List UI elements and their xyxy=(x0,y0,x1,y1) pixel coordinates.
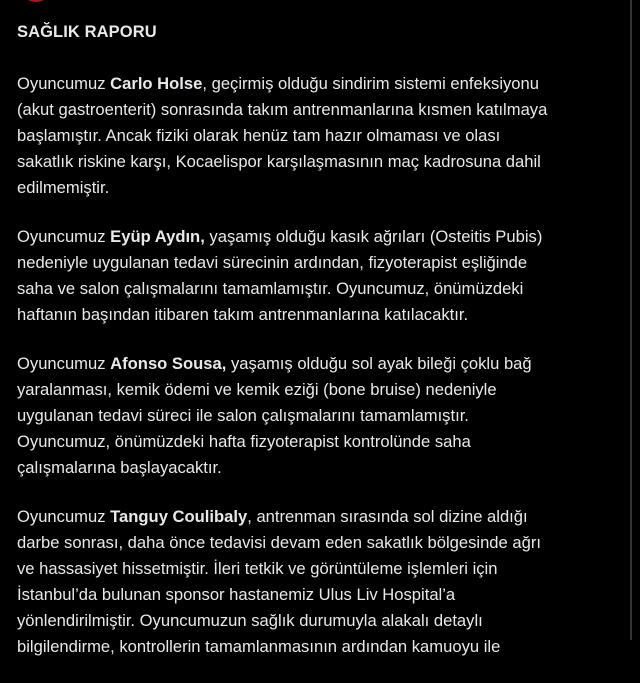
post-title: SAĞLIK RAPORU xyxy=(17,23,157,41)
paragraph-tanguy-coulibaly: Oyuncumuz Tanguy Coulibaly, antrenman sırasında sol dizine aldığı darbe sonrası, daha önce tedavisi devam eden sakatlık bölgesinde ağrı ve hassasiyet hissetmiştir. İleri tetkik ve görüntüleme işlemleri için İstanbul’da bulunan sponsor hastanemiz Ulus Liv Hospital’a yönlendirilmiştir. Oyuncumuzun sağlık durumuyla alakalı detaylı bilgilendirme, kontrollerin tamamlanmasının ardından kamuoyu ile xyxy=(17,507,541,656)
player-name: Afonso Sousa, xyxy=(110,354,227,373)
paragraph-afonso-sousa: Oyuncumuz Afonso Sousa, yaşamış olduğu sol ayak bileği çoklu bağ yaralanması, kemik ödemi ve kemik eziği (bone bruise) nedeniyle uygulanan tedavi süreci ile salon çalışmalarını tamamlamıştır. Oyuncumuz, önümüzdeki hafta fizyoterapist kontrolünde saha çalışmalarına başlayacaktır. xyxy=(17,354,532,477)
column-divider xyxy=(630,0,632,640)
paragraph-carlo-holse: Oyuncumuz Carlo Holse, geçirmiş olduğu sindirim sistemi enfeksiyonu (akut gastroenterit) sonrasında takım antrenmanlarına kısmen katılmaya başlamıştır. Ancak fiziki olarak henüz tam hazır olmaması ve olası sakatlık riskine karşı, Kocaelispor karşılaşmasının maç kadrosuna dahil edilmemiştir. xyxy=(17,74,548,197)
post-body xyxy=(17,19,617,683)
player-name: Tanguy Coulibaly xyxy=(110,507,248,526)
paragraph-eyup-aydin: Oyuncumuz Eyüp Aydın, yaşamış olduğu kasık ağrıları (Osteitis Pubis) nedeniyle uygulanan tedavi sürecinin ardından, fizyoterapist eşliğinde saha ve salon çalışmalarını tamamlamıştır. Oyuncumuz, önümüzdeki haftanın başından itibaren takım antrenmanlarına katılacaktır. xyxy=(17,227,543,324)
player-name: Carlo Holse xyxy=(110,74,203,93)
club-avatar[interactable] xyxy=(20,0,52,2)
player-name: Eyüp Aydın, xyxy=(110,227,205,246)
post-header xyxy=(0,0,600,6)
